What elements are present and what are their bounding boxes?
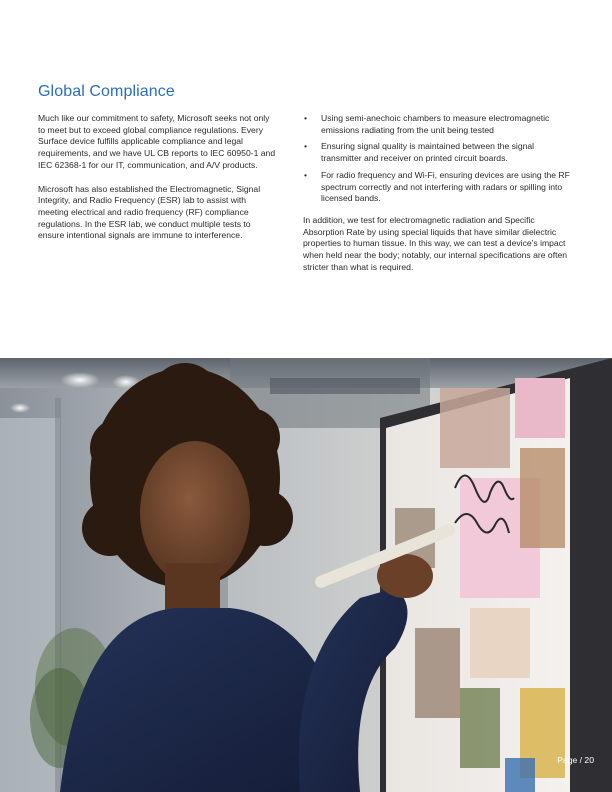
woman-writing-on-screen-illustration	[0, 358, 612, 792]
bullet-text: Ensuring signal quality is maintained between the signal transmitter and receiver on printed circuit boards.	[321, 141, 535, 164]
page-title: Global Compliance	[38, 83, 175, 100]
hero-photo	[0, 358, 612, 792]
left-text-column	[38, 113, 276, 254]
esr-lab-paragraph: Microsoft has also established the Electromagnetic, Signal Integrity, and Radio Frequency (ESR) lab to assist with meeting electrical and radio frequency (RF) compliance regulations. In the ESR lab, we conduct multiple tests to ensure intentional signals are immune to interference.	[38, 183, 261, 241]
list-item	[303, 113, 575, 136]
page-number: Page / 20	[557, 755, 594, 765]
bullet-text: Using semi-anechoic chambers to measure electromagnetic emissions radiating from the unit being tested	[321, 113, 550, 135]
intro-paragraph: Much like our commitment to safety, Microsoft seeks not only to meet but to exceed global compliance regulations. Every Surface device fulfills applicable compliance and legal requirements, and we have UL CB reports to IEC 60950-1 and IEC 62368-1 for our IT, communication, and A/V products.	[38, 113, 276, 170]
sar-testing-paragraph: In addition, we test for electromagnetic radiation and Specific Absorption Rate by using special liquids that have similar dielectric properties to human tissue. In this way, we can test a device’s impact when held near the body; notably, our internal specifications are often stricter than what is required.	[303, 214, 568, 272]
bullet-icon: •	[304, 113, 308, 123]
right-text-column	[303, 113, 575, 285]
list-item	[303, 141, 575, 164]
bullet-icon: •	[304, 169, 308, 180]
test-bullet-list	[303, 113, 575, 205]
bullet-icon: •	[304, 141, 308, 152]
bullet-text: For radio frequency and Wi-Fi, ensuring devices are using the RF spectrum correctly and not interfering with radars or spilling into licensed bands.	[321, 169, 570, 204]
list-item	[303, 170, 575, 205]
